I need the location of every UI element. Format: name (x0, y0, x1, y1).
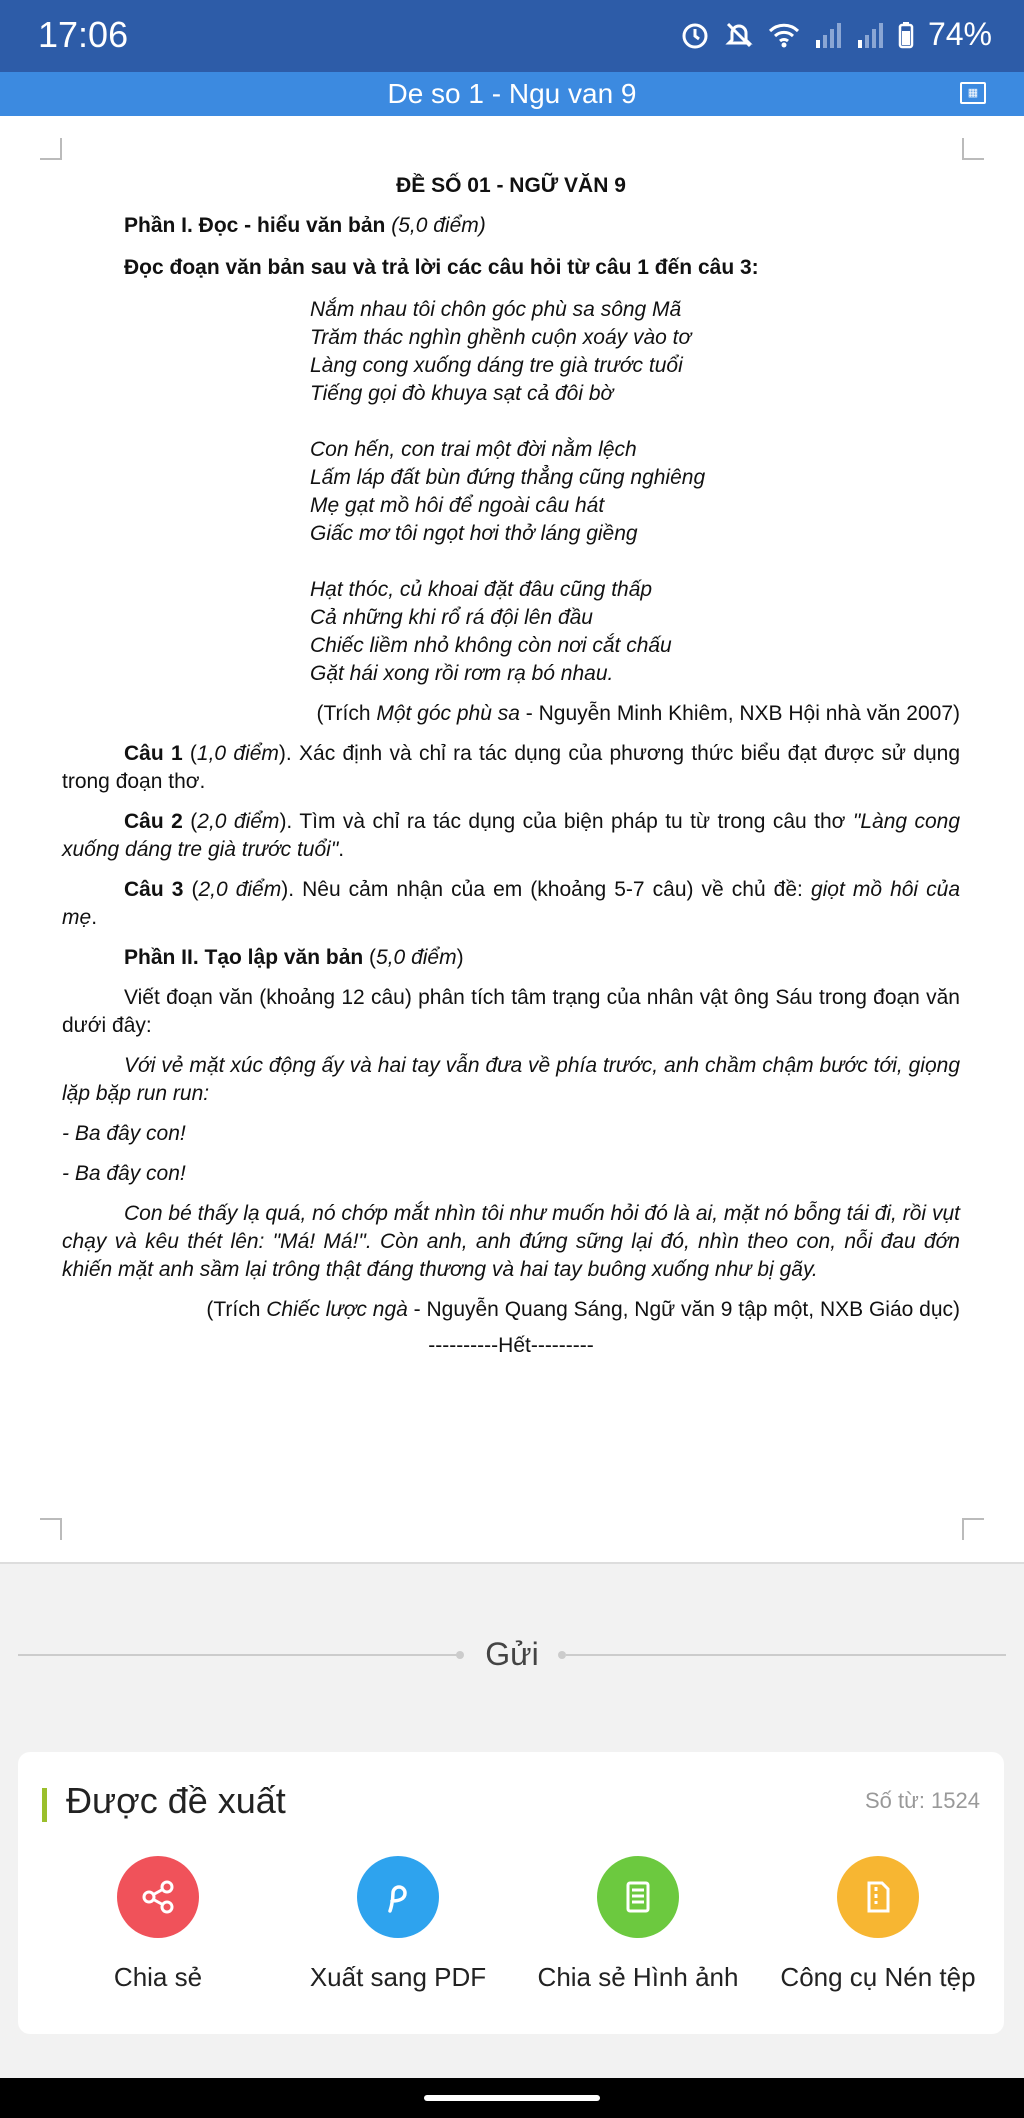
compress-icon (837, 1856, 919, 1938)
suggested-title: Được đề xuất (66, 1780, 286, 1821)
page-corner-mark (962, 138, 964, 158)
suggested-card (18, 1752, 1004, 2034)
page-corner-mark (40, 136, 62, 160)
signal-icon (856, 22, 884, 48)
action-label: Xuất sang PDF (309, 1962, 487, 1992)
excerpt-paragraph: Con bé thấy lạ quá, nó chớp mắt nhìn tôi như muốn hỏi đó là ai, mặt nó bỗng tái đi, rồi vụt chạy và kêu thét lên: "Má! Má!". Còn anh, anh đứng sững lại đó, nhìn theo con, nỗi đau đớn khiến mặt anh sầm lại trông thật đáng thương và hai tay buông xuống như bị gãy. (62, 1202, 960, 1281)
divider-dot (558, 1651, 566, 1659)
export-pdf-button[interactable] (278, 1856, 518, 1993)
instruction: Đọc đoạn văn bản sau và trả lời các câu hỏi từ câu 1 đến câu 3: (124, 256, 759, 279)
send-button[interactable]: Gửi (485, 1636, 539, 1672)
page-corner-mark (60, 138, 62, 158)
wifi-icon (768, 21, 800, 49)
share-icon (117, 1856, 199, 1938)
end-mark: ----------Hết--------- (428, 1334, 594, 1357)
status-bar (0, 0, 1024, 72)
pdf-icon (357, 1856, 439, 1938)
compress-file-button[interactable] (758, 1856, 998, 1993)
page-view-icon[interactable]: ▦ (960, 82, 986, 104)
battery-icon (898, 21, 914, 49)
question-3: Câu 3 (2,0 điểm). Nêu cảm nhận của em (khoảng 5-7 câu) về chủ đề: giọt mồ hôi của mẹ. (62, 878, 961, 929)
writing-task: Viết đoạn văn (khoảng 12 câu) phân tích tâm trạng của nhân vật ông Sáu trong đoạn văn dưới đây: (62, 986, 960, 1037)
action-label: Chia sẻ Hình ảnh (537, 1962, 739, 1992)
document-page (0, 116, 1024, 1564)
home-gesture-handle[interactable] (424, 2095, 600, 2101)
poem-stanza: Hạt thóc, củ khoai đặt đâu cũng thấp Cả những khi rổ rá đội lên đầu Chiếc liềm nhỏ không còn nơi cắt chấu Gặt hái xong rồi rơm rạ bó nhau. (310, 578, 672, 685)
document-body (62, 172, 960, 1360)
mute-icon (724, 20, 754, 50)
title-bar (0, 72, 1024, 116)
share-button[interactable] (38, 1856, 278, 1993)
action-label: Chia sẻ (113, 1962, 203, 1992)
excerpt-paragraph: Với vẻ mặt xúc động ấy và hai tay vẫn đưa về phía trước, anh chầm chậm bước tới, giọng lặp bặp run run: (62, 1054, 960, 1105)
question-1: Câu 1 (1,0 điểm). Xác định và chỉ ra tác dụng của phương thức biểu đạt được sử dụng trong đoạn thơ. (62, 742, 960, 793)
page-corner-mark (40, 1518, 62, 1542)
divider-line (566, 1654, 1006, 1656)
document-title: De so 1 - Ngu van 9 (387, 78, 637, 109)
signal-icon (814, 22, 842, 48)
battery-level: 74% (927, 16, 992, 52)
part2-heading: Phần II. Tạo lập văn bản (5,0 điểm) (124, 946, 464, 969)
status-time: 17:06 (38, 14, 129, 55)
poem-stanza: Con hến, con trai một đời nằm lệch Lấm láp đất bùn đứng thẳng cũng nghiêng Mẹ gạt mồ hôi để ngoài câu hát Giấc mơ tôi ngọt hơi thở láng giềng (310, 438, 706, 545)
page-corner-mark (60, 1520, 62, 1540)
excerpt-source: (Trích Chiếc lược ngà - Nguyễn Quang Sáng, Ngữ văn 9 tập một, NXB Giáo dục) (206, 1298, 960, 1321)
send-divider (0, 1620, 1024, 1690)
status-icons (680, 16, 992, 53)
excerpt-paragraph: - Ba đây con! (62, 1162, 186, 1185)
poem-source: (Trích Một góc phù sa - Nguyễn Minh Khiêm, NXB Hội nhà văn 2007) (316, 702, 960, 725)
alarm-icon (680, 20, 710, 50)
poem-stanza: Nắm nhau tôi chôn góc phù sa sông Mã Trăm thác nghìn ghềnh cuộn xoáy vào tơ Làng cong xuống dáng tre già trước tuổi Tiếng gọi đò khuya sạt cả đôi bờ (310, 298, 692, 405)
excerpt-paragraph: - Ba đây con! (62, 1122, 186, 1145)
word-count: Số từ: 1524 (864, 1788, 980, 1813)
accent-bar (42, 1788, 47, 1822)
navigation-bar (0, 2078, 1024, 2118)
document-heading: ĐỀ SỐ 01 - NGỮ VĂN 9 (396, 174, 626, 197)
share-image-button[interactable] (518, 1856, 758, 1993)
action-label: Công cụ Nén tệp (780, 1962, 976, 1992)
image-share-icon (597, 1856, 679, 1938)
page-corner-mark (962, 1518, 984, 1542)
page-corner-mark (962, 1520, 964, 1540)
page-corner-mark (962, 136, 984, 160)
question-2: Câu 2 (2,0 điểm). Tìm và chỉ ra tác dụng của biện pháp tu từ trong câu thơ "Làng cong xuống dáng tre già trước tuổi". (62, 810, 961, 861)
part1-heading: Phần I. Đọc - hiểu văn bản (5,0 điểm) (124, 214, 486, 237)
